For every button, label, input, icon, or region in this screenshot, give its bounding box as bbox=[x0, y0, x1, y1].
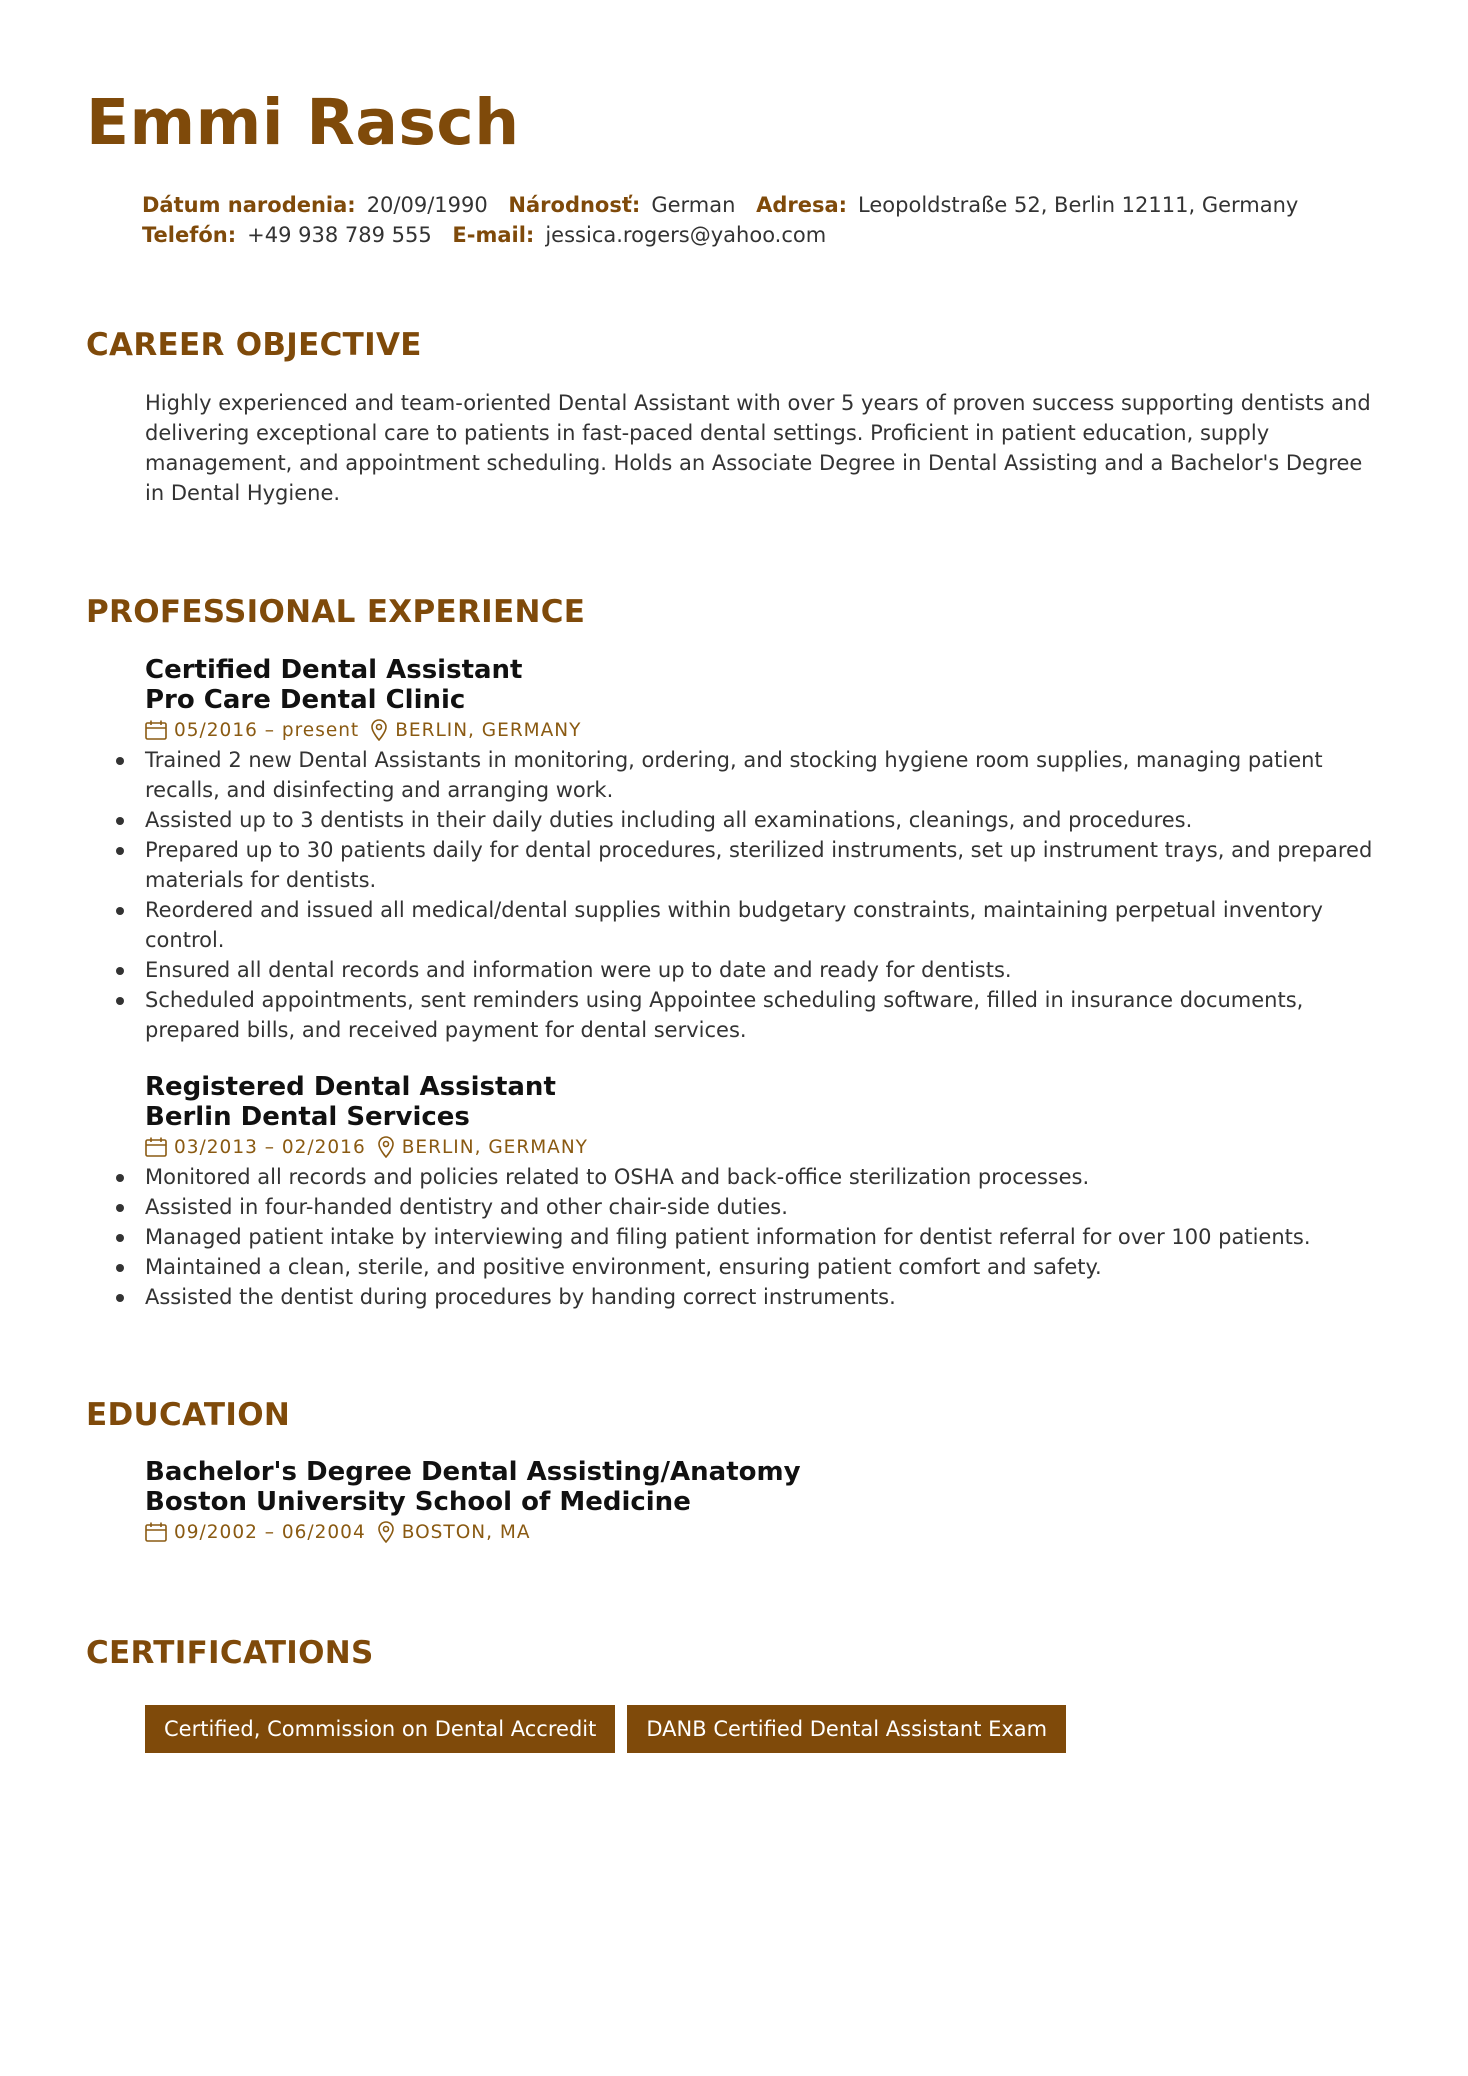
map-pin-icon bbox=[371, 719, 387, 741]
bullet-icon bbox=[116, 1204, 124, 1212]
address-label: Adresa: bbox=[756, 193, 848, 217]
objective-heading: CAREER OBJECTIVE bbox=[86, 327, 422, 363]
certification-badge: DANB Certified Dental Assistant Exam bbox=[627, 1705, 1066, 1753]
bullet-icon bbox=[116, 1234, 124, 1242]
job-meta bbox=[145, 715, 1395, 745]
calendar-icon bbox=[145, 1137, 167, 1157]
bullet-icon bbox=[116, 1294, 124, 1302]
education-location: BOSTON, MA bbox=[401, 1521, 531, 1543]
job-entry bbox=[145, 655, 1395, 1045]
job-title: Certified Dental Assistant bbox=[145, 655, 523, 685]
degree-title: Bachelor's Degree Dental Assisting/Anatomy bbox=[145, 1457, 801, 1487]
job-employer: Berlin Dental Services bbox=[145, 1102, 470, 1132]
job-entry bbox=[145, 1072, 1395, 1312]
duty-text: Prepared up to 30 patients daily for dental procedures, sterilized instruments, set up instrument trays, and prepared materials for dentists. bbox=[145, 838, 1373, 892]
experience-heading: PROFESSIONAL EXPERIENCE bbox=[86, 594, 586, 630]
duty-text: Assisted up to 3 dentists in their daily duties including all examinations, cleanings, and procedures. bbox=[145, 808, 1193, 832]
duty-item bbox=[145, 745, 1395, 805]
duty-text: Ensured all dental records and information were up to date and ready for dentists. bbox=[145, 958, 1012, 982]
education-heading: EDUCATION bbox=[86, 1397, 291, 1433]
contact-details bbox=[142, 190, 1342, 250]
duty-text: Managed patient intake by interviewing and filing patient information for dentist referral for over 100 patients. bbox=[145, 1225, 1311, 1249]
map-pin-icon bbox=[378, 1521, 394, 1543]
job-dates: 03/2013 – 02/2016 bbox=[174, 1136, 366, 1158]
birth-date-value: 20/09/1990 bbox=[366, 193, 488, 217]
phone-label: Telefón: bbox=[142, 223, 237, 247]
duty-item bbox=[145, 805, 1395, 835]
duty-item bbox=[145, 985, 1395, 1045]
bullet-icon bbox=[116, 847, 124, 855]
education-entry bbox=[145, 1457, 1395, 1547]
school-name: Boston University School of Medicine bbox=[145, 1487, 691, 1517]
calendar-icon bbox=[145, 1522, 167, 1542]
duty-text: Assisted in four-handed dentistry and other chair-side duties. bbox=[145, 1195, 788, 1219]
duty-text: Monitored all records and policies related to OSHA and back-office sterilization processes. bbox=[145, 1165, 1090, 1189]
job-employer: Pro Care Dental Clinic bbox=[145, 685, 466, 715]
bullet-icon bbox=[116, 907, 124, 915]
contact-row bbox=[142, 190, 1342, 220]
duty-item bbox=[145, 1192, 1395, 1222]
bullet-icon bbox=[116, 817, 124, 825]
job-location: BERLIN, GERMANY bbox=[401, 1136, 588, 1158]
certification-badge: Certified, Commission on Dental Accredit bbox=[145, 1705, 615, 1753]
nationality-label: Národnosť: bbox=[508, 193, 641, 217]
education-meta bbox=[145, 1517, 1395, 1547]
objective-section bbox=[145, 388, 1385, 508]
bullet-icon bbox=[116, 1264, 124, 1272]
bullet-icon bbox=[116, 997, 124, 1005]
duty-item bbox=[145, 1222, 1395, 1252]
bullet-icon bbox=[116, 757, 124, 765]
job-title: Registered Dental Assistant bbox=[145, 1072, 556, 1102]
duty-item bbox=[145, 1282, 1395, 1312]
education-dates: 09/2002 – 06/2004 bbox=[174, 1521, 366, 1543]
nationality-value: German bbox=[651, 193, 736, 217]
duty-text: Assisted the dentist during procedures by handing correct instruments. bbox=[145, 1285, 896, 1309]
job-meta bbox=[145, 1132, 1395, 1162]
bullet-icon bbox=[116, 1174, 124, 1182]
job-dates: 05/2016 – present bbox=[174, 719, 360, 741]
phone-value: +49 938 789 555 bbox=[247, 223, 432, 247]
email-value: jessica.rogers@yahoo.com bbox=[545, 223, 827, 247]
duty-item bbox=[145, 835, 1395, 895]
job-location: BERLIN, GERMANY bbox=[395, 719, 582, 741]
contact-row bbox=[142, 220, 1342, 250]
calendar-icon bbox=[145, 720, 167, 740]
candidate-name: Emmi Rasch bbox=[86, 86, 520, 159]
duty-item bbox=[145, 955, 1395, 985]
duty-text: Trained 2 new Dental Assistants in monitoring, ordering, and stocking hygiene room supplies, managing patient recalls, and disinfecting and arranging work. bbox=[145, 748, 1323, 802]
duty-item bbox=[145, 1162, 1395, 1192]
map-pin-icon bbox=[378, 1136, 394, 1158]
job-duties bbox=[145, 1162, 1395, 1312]
duty-item bbox=[145, 895, 1395, 955]
job-duties bbox=[145, 745, 1395, 1045]
bullet-icon bbox=[116, 967, 124, 975]
objective-text: Highly experienced and team-oriented Dental Assistant with over 5 years of proven success supporting dentists and delivering exceptional care to patients in fast-paced dental settings. Proficient in patient education, supply management, and appointment scheduling. Holds an Associate Degree in Dental Assisting and a Bachelor's Degree in Dental Hygiene. bbox=[145, 391, 1371, 505]
certifications-heading: CERTIFICATIONS bbox=[86, 1635, 374, 1671]
email-label: E-mail: bbox=[452, 223, 535, 247]
duty-text: Scheduled appointments, sent reminders using Appointee scheduling software, filled in insurance documents, prepared bills, and received payment for dental services. bbox=[145, 988, 1304, 1042]
duty-text: Reordered and issued all medical/dental supplies within budgetary constraints, maintaining perpetual inventory control. bbox=[145, 898, 1323, 952]
duty-item bbox=[145, 1252, 1395, 1282]
birth-date-label: Dátum narodenia: bbox=[142, 193, 356, 217]
certification-list bbox=[145, 1705, 1078, 1753]
address-value: Leopoldstraße 52, Berlin 12111, Germany bbox=[858, 193, 1299, 217]
duty-text: Maintained a clean, sterile, and positive environment, ensuring patient comfort and safety. bbox=[145, 1255, 1102, 1279]
